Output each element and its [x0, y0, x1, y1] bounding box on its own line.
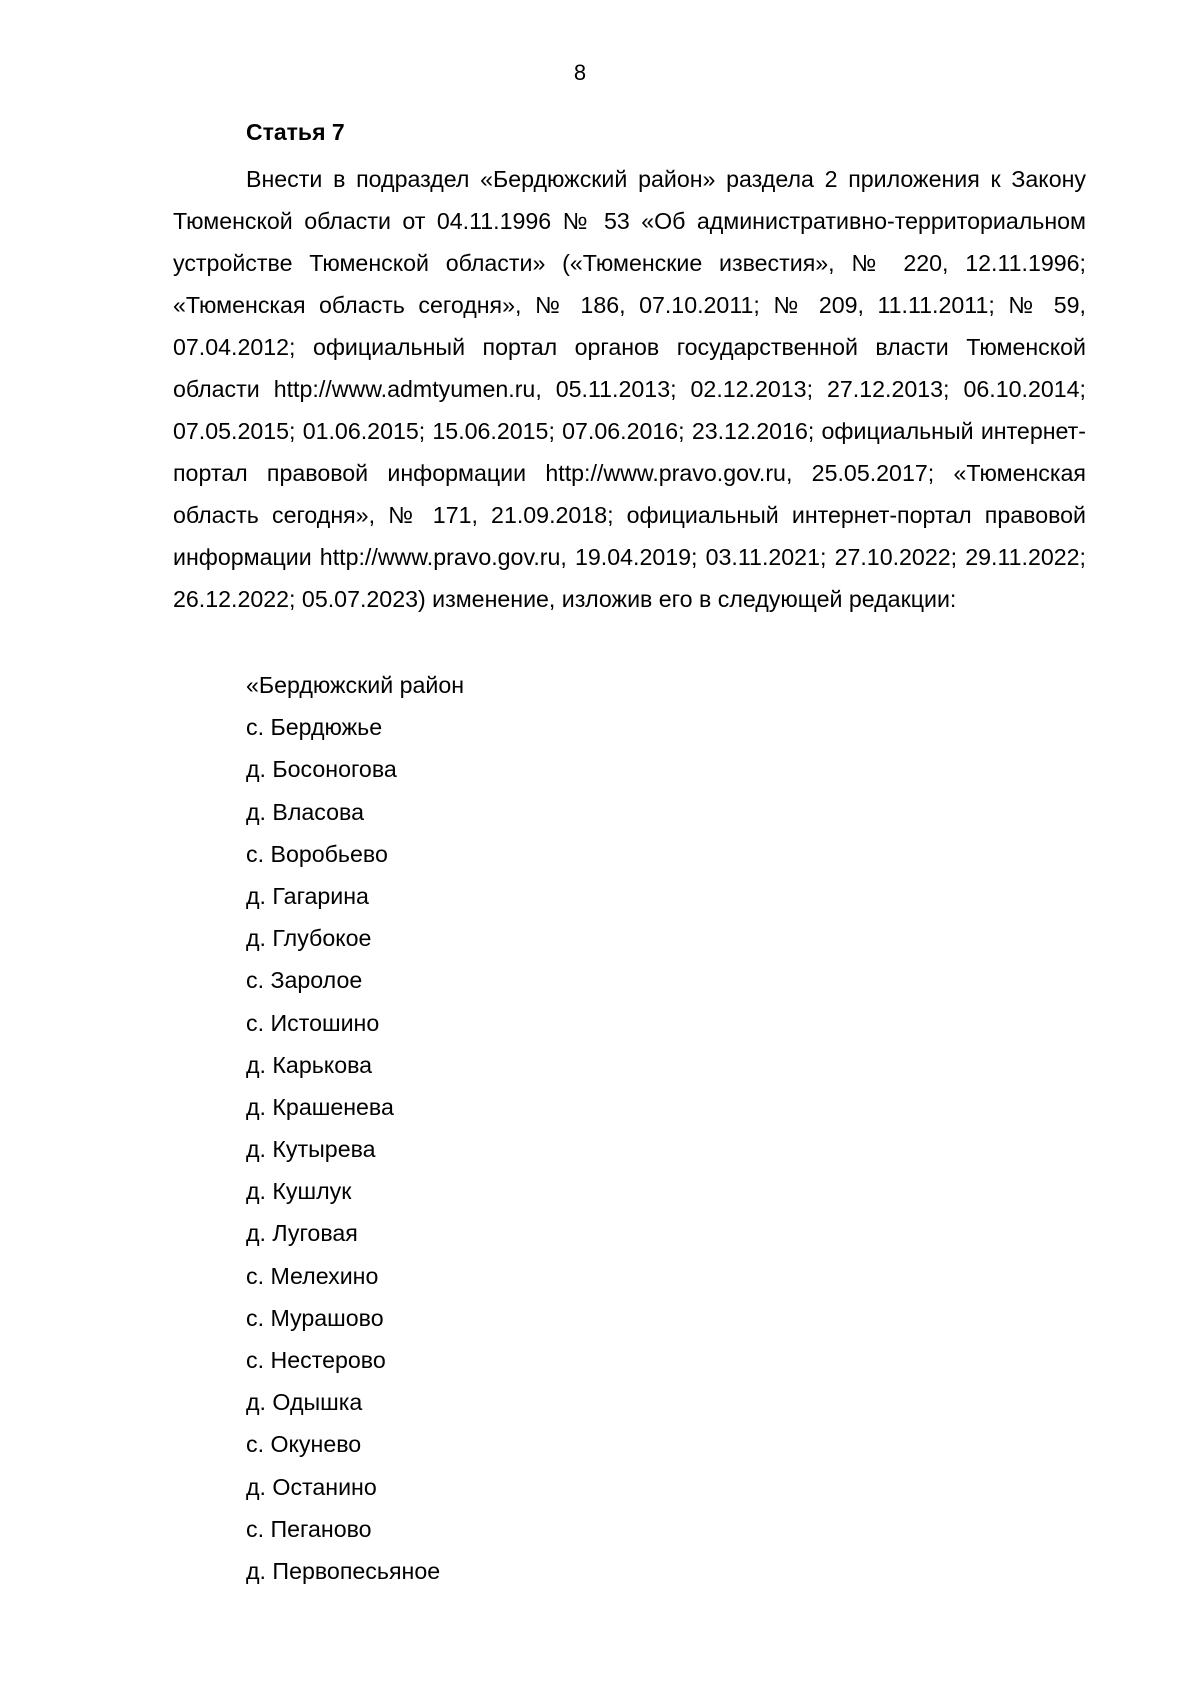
list-item: д. Гагарина — [246, 882, 369, 909]
list-item: д. Крашенева — [246, 1093, 394, 1120]
list-item: д. Карькова — [246, 1051, 373, 1078]
page-number: 8 — [573, 60, 587, 85]
list-item: д. Босоногова — [246, 756, 397, 783]
list-item: с. Мелехино — [246, 1262, 379, 1289]
list-item: с. Воробьево — [246, 840, 388, 867]
list-item: с. Окунево — [246, 1431, 362, 1458]
article-title: Статья 7 — [246, 119, 345, 145]
article-paragraph: Внести в подраздел «Бердюжский район» раздела 2 приложения к Закону Тюменской области от 04.11.1996 № 53 «Об административно-территориальном устройстве Тюменской области» («Тюменские известия», № 220, 12.11.1996; «Тюменская область сегодня», № 186, 07.10.2011; № 209, 11.11.2011; № 59, 07.04.2012; официальный портал органов государственной власти Тюменской области http://www.admtyumen.ru, 05.11.2013; 02.12.2013; 27.12.2013; 06.10.2014; 07.05.2015; 01.06.2015; 15.06.2015; 07.06.2016; 23.12.2016; официальный интернет-портал правовой информации http://www.pravo.gov.ru, 25.05.2017; «Тюменская область сегодня», № 171, 21.09.2018; официальный интернет-портал правовой информации http://www.pravo.gov.ru, 19.04.2019; 03.11.2021; 27.10.2022; 29.11.2022; 26.12.2022; 05.07.2023) изменение, изложив его в следующей редакции: — [173, 166, 1086, 612]
list-item: д. Первопесьяное — [246, 1557, 441, 1584]
list-item: с. Бердюжье — [246, 714, 383, 741]
list-item: «Бердюжский район — [246, 672, 465, 698]
list-item: д. Кутырева — [246, 1136, 376, 1163]
list-item: с. Истошино — [246, 1009, 380, 1036]
list-item: с. Заролое — [246, 967, 363, 994]
list-item: д. Луговая — [246, 1220, 358, 1247]
list-item: с. Мурашово — [246, 1304, 384, 1331]
settlement-list — [246, 664, 464, 1592]
list-item: д. Кушлук — [246, 1178, 352, 1205]
list-item: д. Власова — [246, 798, 365, 825]
list-item: с. Нестерово — [246, 1347, 386, 1373]
list-item: д. Останино — [246, 1473, 377, 1500]
list-item: д. Одышка — [246, 1389, 363, 1416]
list-item: с. Пеганово — [246, 1515, 372, 1542]
list-item: д. Глубокое — [246, 925, 372, 952]
